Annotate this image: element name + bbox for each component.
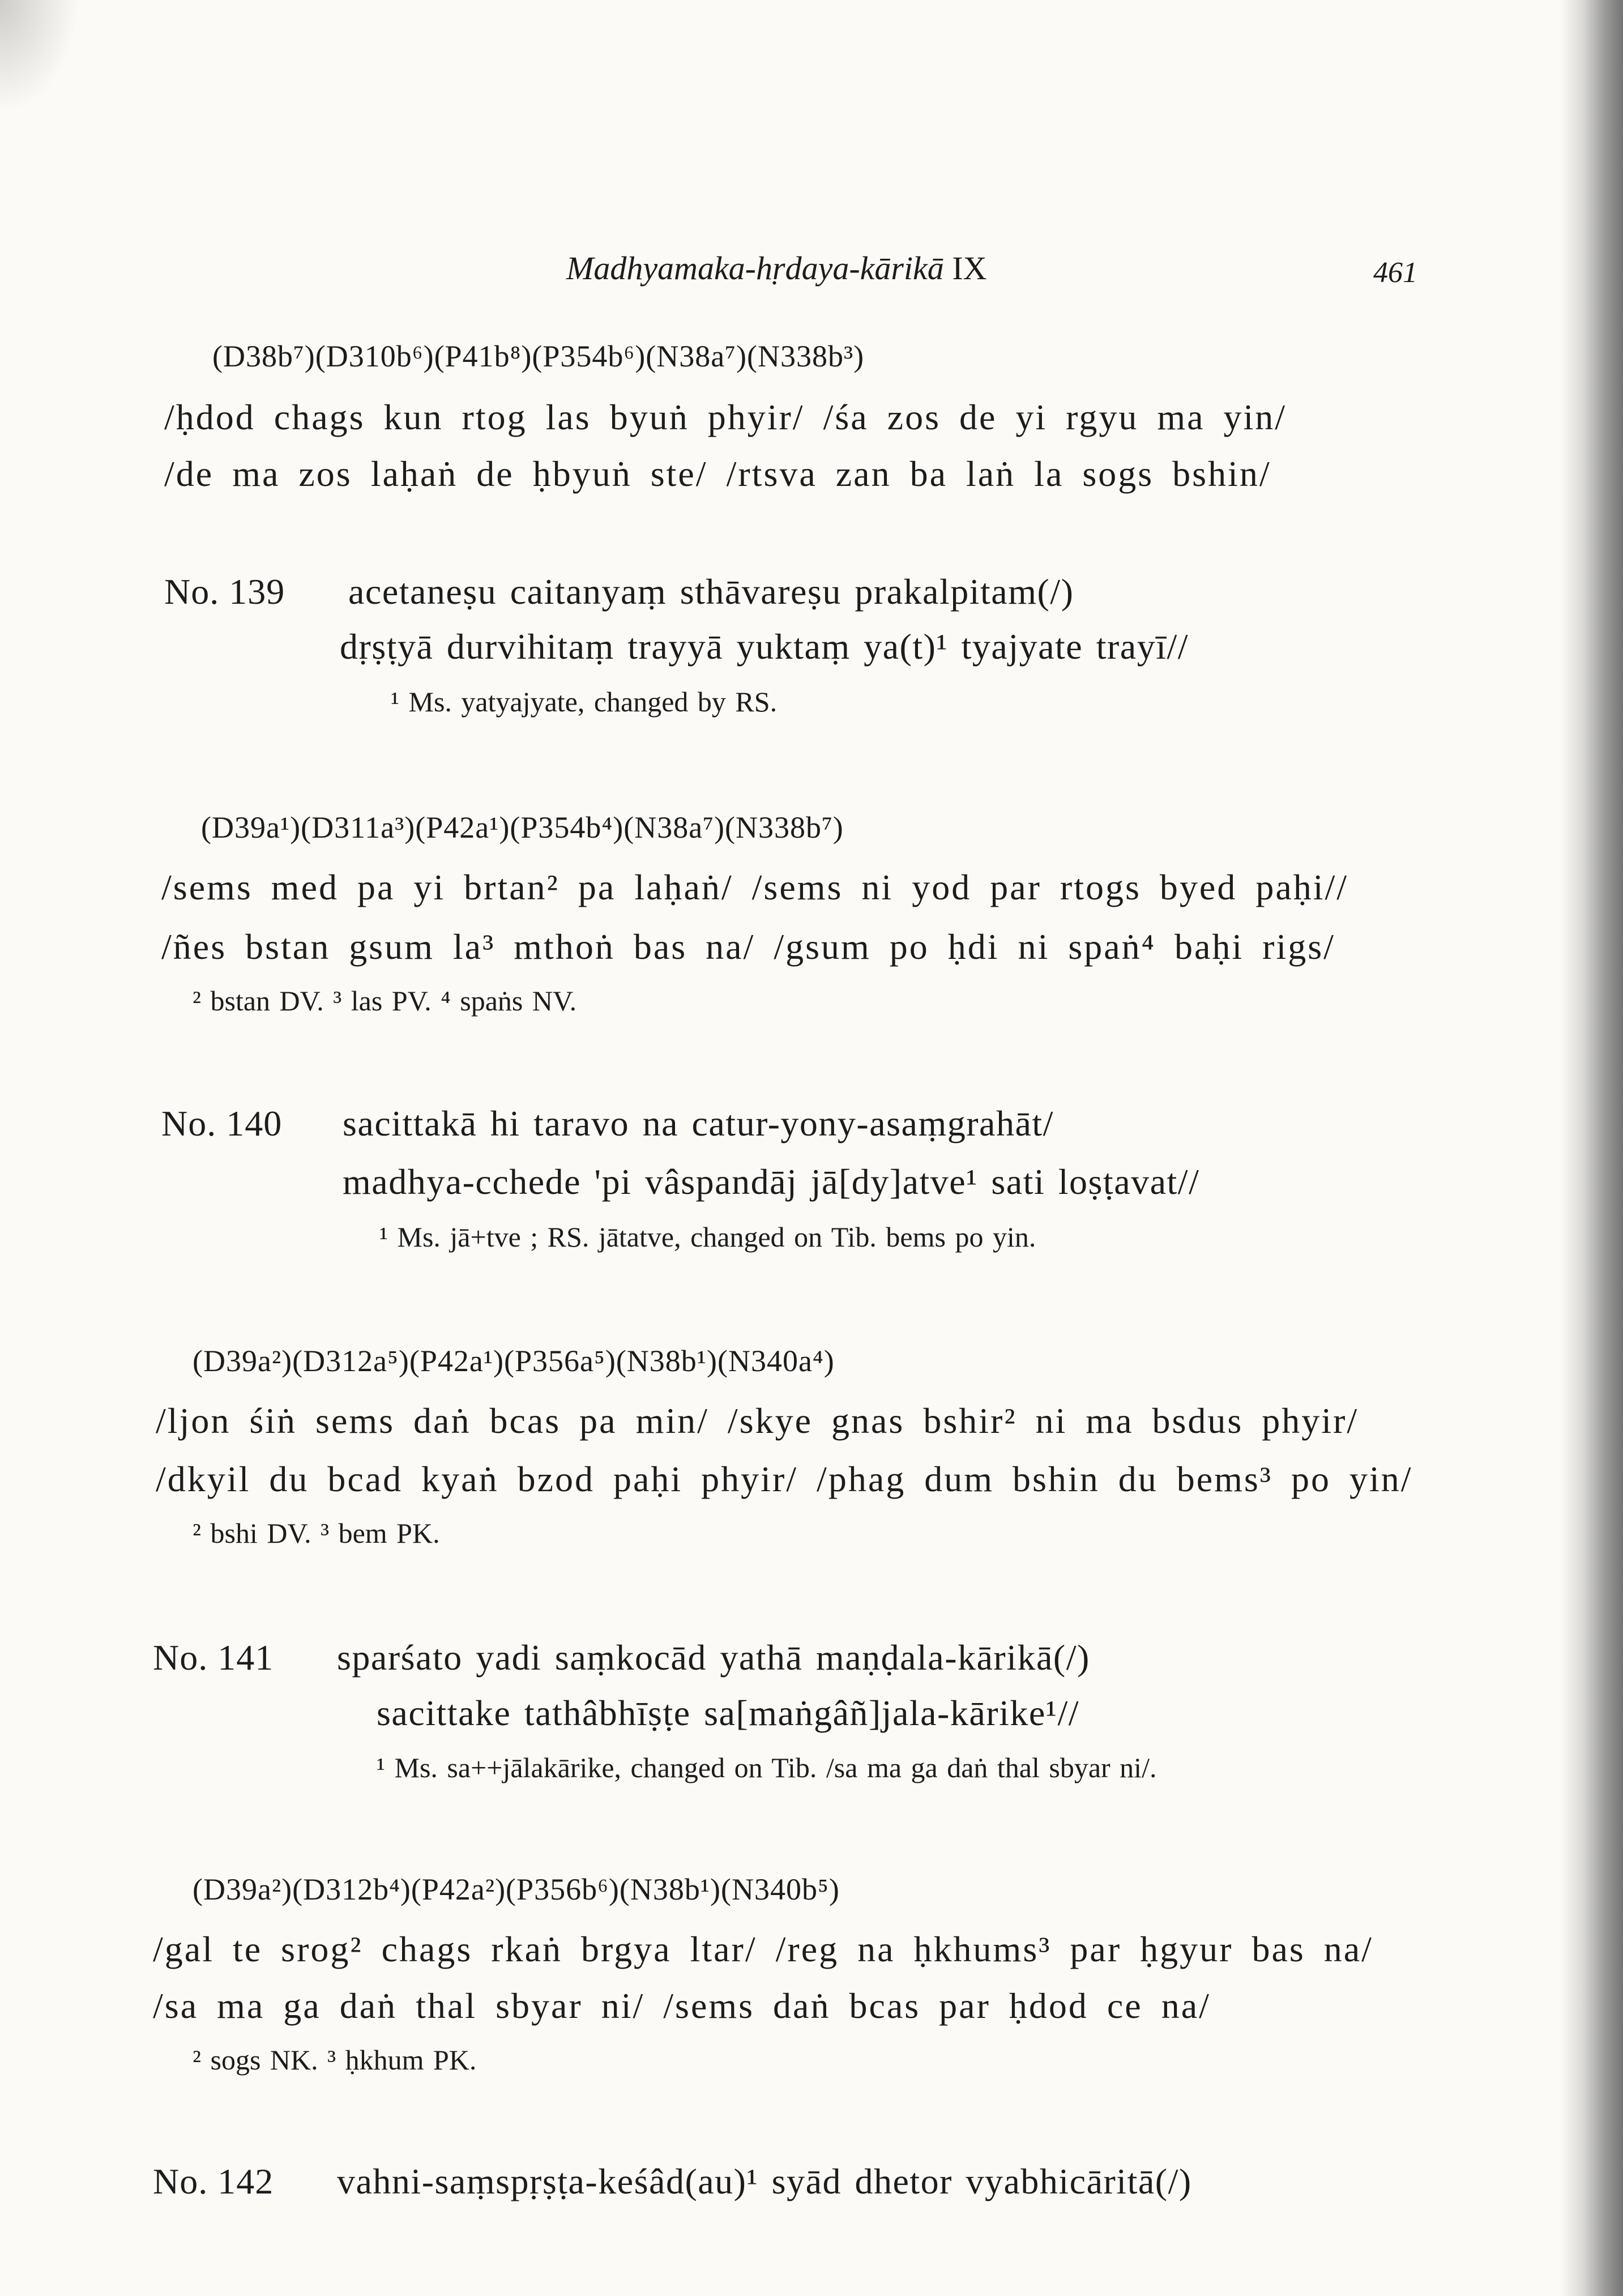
footnote: ² bstan DV. ³ las PV. ⁴ spaṅs NV.: [193, 985, 577, 1017]
tibetan-line: /ḥdod chags kun rtog las byuṅ phyir/ /śa zos de yi rgyu ma yin/: [164, 397, 1287, 437]
tibetan-line: /gal te srog² chags rkaṅ brgya ltar/ /reg na ḥkhums³ par ḥgyur bas na/: [153, 1929, 1373, 1969]
tibetan-line: /de ma zos laḥaṅ de ḥbyuṅ ste/ /rtsva zan ba laṅ la sogs bshin/: [164, 454, 1271, 494]
running-title-numeral: IX: [952, 250, 987, 287]
sanskrit-line: madhya-cchede 'pi vâspandāj jā[dy]atve¹ sati loṣṭavat//: [343, 1162, 1200, 1202]
footnote: ² sogs NK. ³ ḥkhum PK.: [193, 2044, 477, 2076]
verse-number: No. 140: [161, 1103, 283, 1143]
sanskrit-line: dṛṣṭyā durvihitaṃ trayyā yuktaṃ ya(t)¹ tyajyate trayī//: [340, 626, 1189, 667]
tibetan-line: /ljon śiṅ sems daṅ bcas pa min/ /skye gnas bshir² ni ma bsdus phyir/: [156, 1401, 1359, 1441]
verse-number: No. 141: [153, 1637, 274, 1678]
sanskrit-line: acetaneṣu caitanyaṃ sthāvareṣu prakalpitam(/): [348, 571, 1074, 612]
running-title-text: Madhyamaka-hṛdaya-kārikā: [566, 250, 944, 287]
footnote: ¹ Ms. yatyajyate, changed by RS.: [391, 686, 778, 718]
tibetan-reference: (D39a¹)(D311a³)(P42a¹)(P354b⁴)(N38a⁷)(N338b⁷): [201, 810, 844, 844]
verse-number: No. 139: [164, 571, 285, 612]
tibetan-line: /ñes bstan gsum la³ mthoṅ bas na/ /gsum po ḥdi ni spaṅ⁴ baḥi rigs/: [161, 927, 1335, 967]
footnote: ¹ Ms. jā+tve ; RS. jātatve, changed on Tib. bems po yin.: [379, 1221, 1036, 1253]
running-title: [566, 249, 987, 287]
running-header: [0, 249, 1623, 295]
footnote: ² bshi DV. ³ bem PK.: [193, 1517, 440, 1549]
verse-number: No. 142: [153, 2161, 274, 2201]
tibetan-line: /sa ma ga daṅ thal sbyar ni/ /sems daṅ bcas par ḥdod ce na/: [153, 1986, 1211, 2026]
page-number: 461: [1373, 257, 1417, 289]
tibetan-line: /dkyil du bcad kyaṅ bzod paḥi phyir/ /phag dum bshin du bems³ po yin/: [156, 1459, 1413, 1499]
footnote: ¹ Ms. sa++jālakārike, changed on Tib. /sa ma ga daṅ thal sbyar ni/.: [377, 1752, 1157, 1783]
sanskrit-line: vahni-saṃspṛṣṭa-keśâd(au)¹ syād dhetor vyabhicāritā(/): [337, 2161, 1192, 2201]
tibetan-line: /sems med pa yi brtan² pa laḥaṅ/ /sems ni yod par rtogs byed paḥi//: [161, 867, 1349, 907]
sanskrit-line: sparśato yadi saṃkocād yathā maṇḍala-kārikā(/): [337, 1637, 1090, 1678]
sanskrit-line: sacittakā hi taravo na catur-yony-asaṃgrahāt/: [343, 1103, 1054, 1143]
tibetan-reference: (D39a²)(D312a⁵)(P42a¹)(P356a⁵)(N38b¹)(N340a⁴): [193, 1344, 835, 1378]
tibetan-reference: (D39a²)(D312b⁴)(P42a²)(P356b⁶)(N38b¹)(N340b⁵): [193, 1872, 840, 1906]
tibetan-reference: (D38b⁷)(D310b⁶)(P41b⁸)(P354b⁶)(N38a⁷)(N338b³): [212, 339, 865, 373]
sanskrit-line: sacittake tathâbhīṣṭe sa[maṅgâñ]jala-kārike¹//: [377, 1693, 1079, 1733]
